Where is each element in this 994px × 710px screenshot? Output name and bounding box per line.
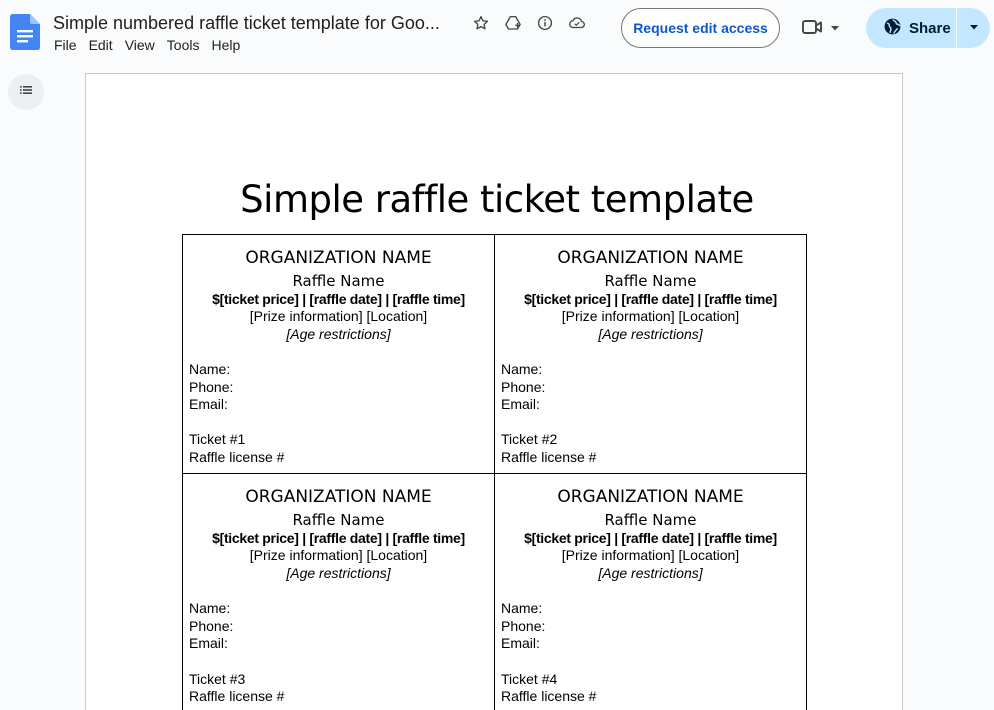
name-field-label: Name: <box>501 600 543 616</box>
age-restrictions: [Age restrictions] <box>286 565 391 581</box>
phone-field-label: Phone: <box>189 618 234 634</box>
email-field-label: Email: <box>189 396 228 412</box>
ticket-cell-1[interactable] <box>183 235 495 474</box>
menu-view[interactable]: View <box>124 37 155 53</box>
price-date-time: $[ticket price] | [raffle date] | [raffle time] <box>524 530 777 546</box>
raffle-license: Raffle license # <box>501 688 597 704</box>
move-to-drive-icon[interactable] <box>503 13 523 33</box>
name-field-label: Name: <box>189 361 231 377</box>
email-field-label: Email: <box>501 635 540 651</box>
prize-location: [Prize information] [Location] <box>249 308 428 324</box>
price-date-time: $[ticket price] | [raffle date] | [raffle time] <box>524 291 777 307</box>
raffle-name: Raffle Name <box>604 272 697 290</box>
prize-location: [Prize information] [Location] <box>561 547 740 563</box>
prize-location: [Prize information] [Location] <box>249 547 428 563</box>
cloud-status-icon[interactable] <box>567 13 587 33</box>
raffle-ticket <box>183 235 494 473</box>
document-heading: Simple raffle ticket template <box>240 178 754 221</box>
raffle-license: Raffle license # <box>501 449 597 465</box>
email-field-label: Email: <box>189 635 228 651</box>
raffle-name: Raffle Name <box>292 511 385 529</box>
document-outline-button[interactable] <box>8 74 44 110</box>
ticket-number: Ticket #1 <box>189 431 246 447</box>
organization-name: ORGANIZATION NAME <box>245 487 432 507</box>
share-button[interactable] <box>866 8 957 48</box>
age-restrictions: [Age restrictions] <box>598 565 703 581</box>
menu-help[interactable]: Help <box>211 37 241 53</box>
raffle-ticket <box>495 474 806 710</box>
price-date-time: $[ticket price] | [raffle date] | [raffle time] <box>212 530 465 546</box>
ticket-number: Ticket #4 <box>501 671 558 687</box>
ticket-cell-2[interactable] <box>495 235 807 474</box>
ticket-cell-4[interactable] <box>495 474 807 710</box>
raffle-name: Raffle Name <box>292 272 385 290</box>
organization-name: ORGANIZATION NAME <box>557 487 744 507</box>
phone-field-label: Phone: <box>501 618 546 634</box>
organization-name: ORGANIZATION NAME <box>557 248 744 268</box>
ticket-grid <box>182 234 807 710</box>
phone-field-label: Phone: <box>189 379 234 395</box>
chevron-down-icon <box>830 20 840 38</box>
ticket-number: Ticket #3 <box>189 671 246 687</box>
docs-header <box>0 0 994 64</box>
phone-field-label: Phone: <box>501 379 546 395</box>
raffle-name: Raffle Name <box>604 511 697 529</box>
meet-button[interactable] <box>800 14 850 44</box>
share-label: Share <box>909 19 951 37</box>
raffle-license: Raffle license # <box>189 688 285 704</box>
menu-tools[interactable]: Tools <box>166 37 200 53</box>
menu-bar <box>48 35 246 55</box>
outline-list-icon <box>18 82 34 103</box>
star-icon[interactable] <box>471 13 491 33</box>
age-restrictions: [Age restrictions] <box>286 326 391 342</box>
prize-location: [Prize information] [Location] <box>561 308 740 324</box>
request-edit-access-button[interactable]: Request edit access <box>621 8 780 48</box>
document-title[interactable]: Simple numbered raffle ticket template for Goo... <box>53 13 440 33</box>
price-date-time: $[ticket price] | [raffle date] | [raffle time] <box>212 291 465 307</box>
ticket-number: Ticket #2 <box>501 431 558 447</box>
share-dropdown-button[interactable] <box>957 8 990 48</box>
name-field-label: Name: <box>189 600 231 616</box>
docs-logo-icon[interactable] <box>10 14 40 50</box>
raffle-ticket <box>495 235 806 473</box>
video-camera-icon <box>800 15 824 44</box>
menu-edit[interactable]: Edit <box>88 37 113 53</box>
organization-name: ORGANIZATION NAME <box>245 248 432 268</box>
globe-icon <box>883 17 902 40</box>
menu-file[interactable]: File <box>54 37 77 53</box>
name-field-label: Name: <box>501 361 543 377</box>
info-icon[interactable] <box>535 13 555 33</box>
age-restrictions: [Age restrictions] <box>598 326 703 342</box>
email-field-label: Email: <box>501 396 540 412</box>
raffle-license: Raffle license # <box>189 449 285 465</box>
ticket-cell-3[interactable] <box>183 474 495 710</box>
chevron-down-icon <box>969 19 979 37</box>
share-button-group <box>866 8 990 48</box>
raffle-ticket <box>183 474 494 710</box>
